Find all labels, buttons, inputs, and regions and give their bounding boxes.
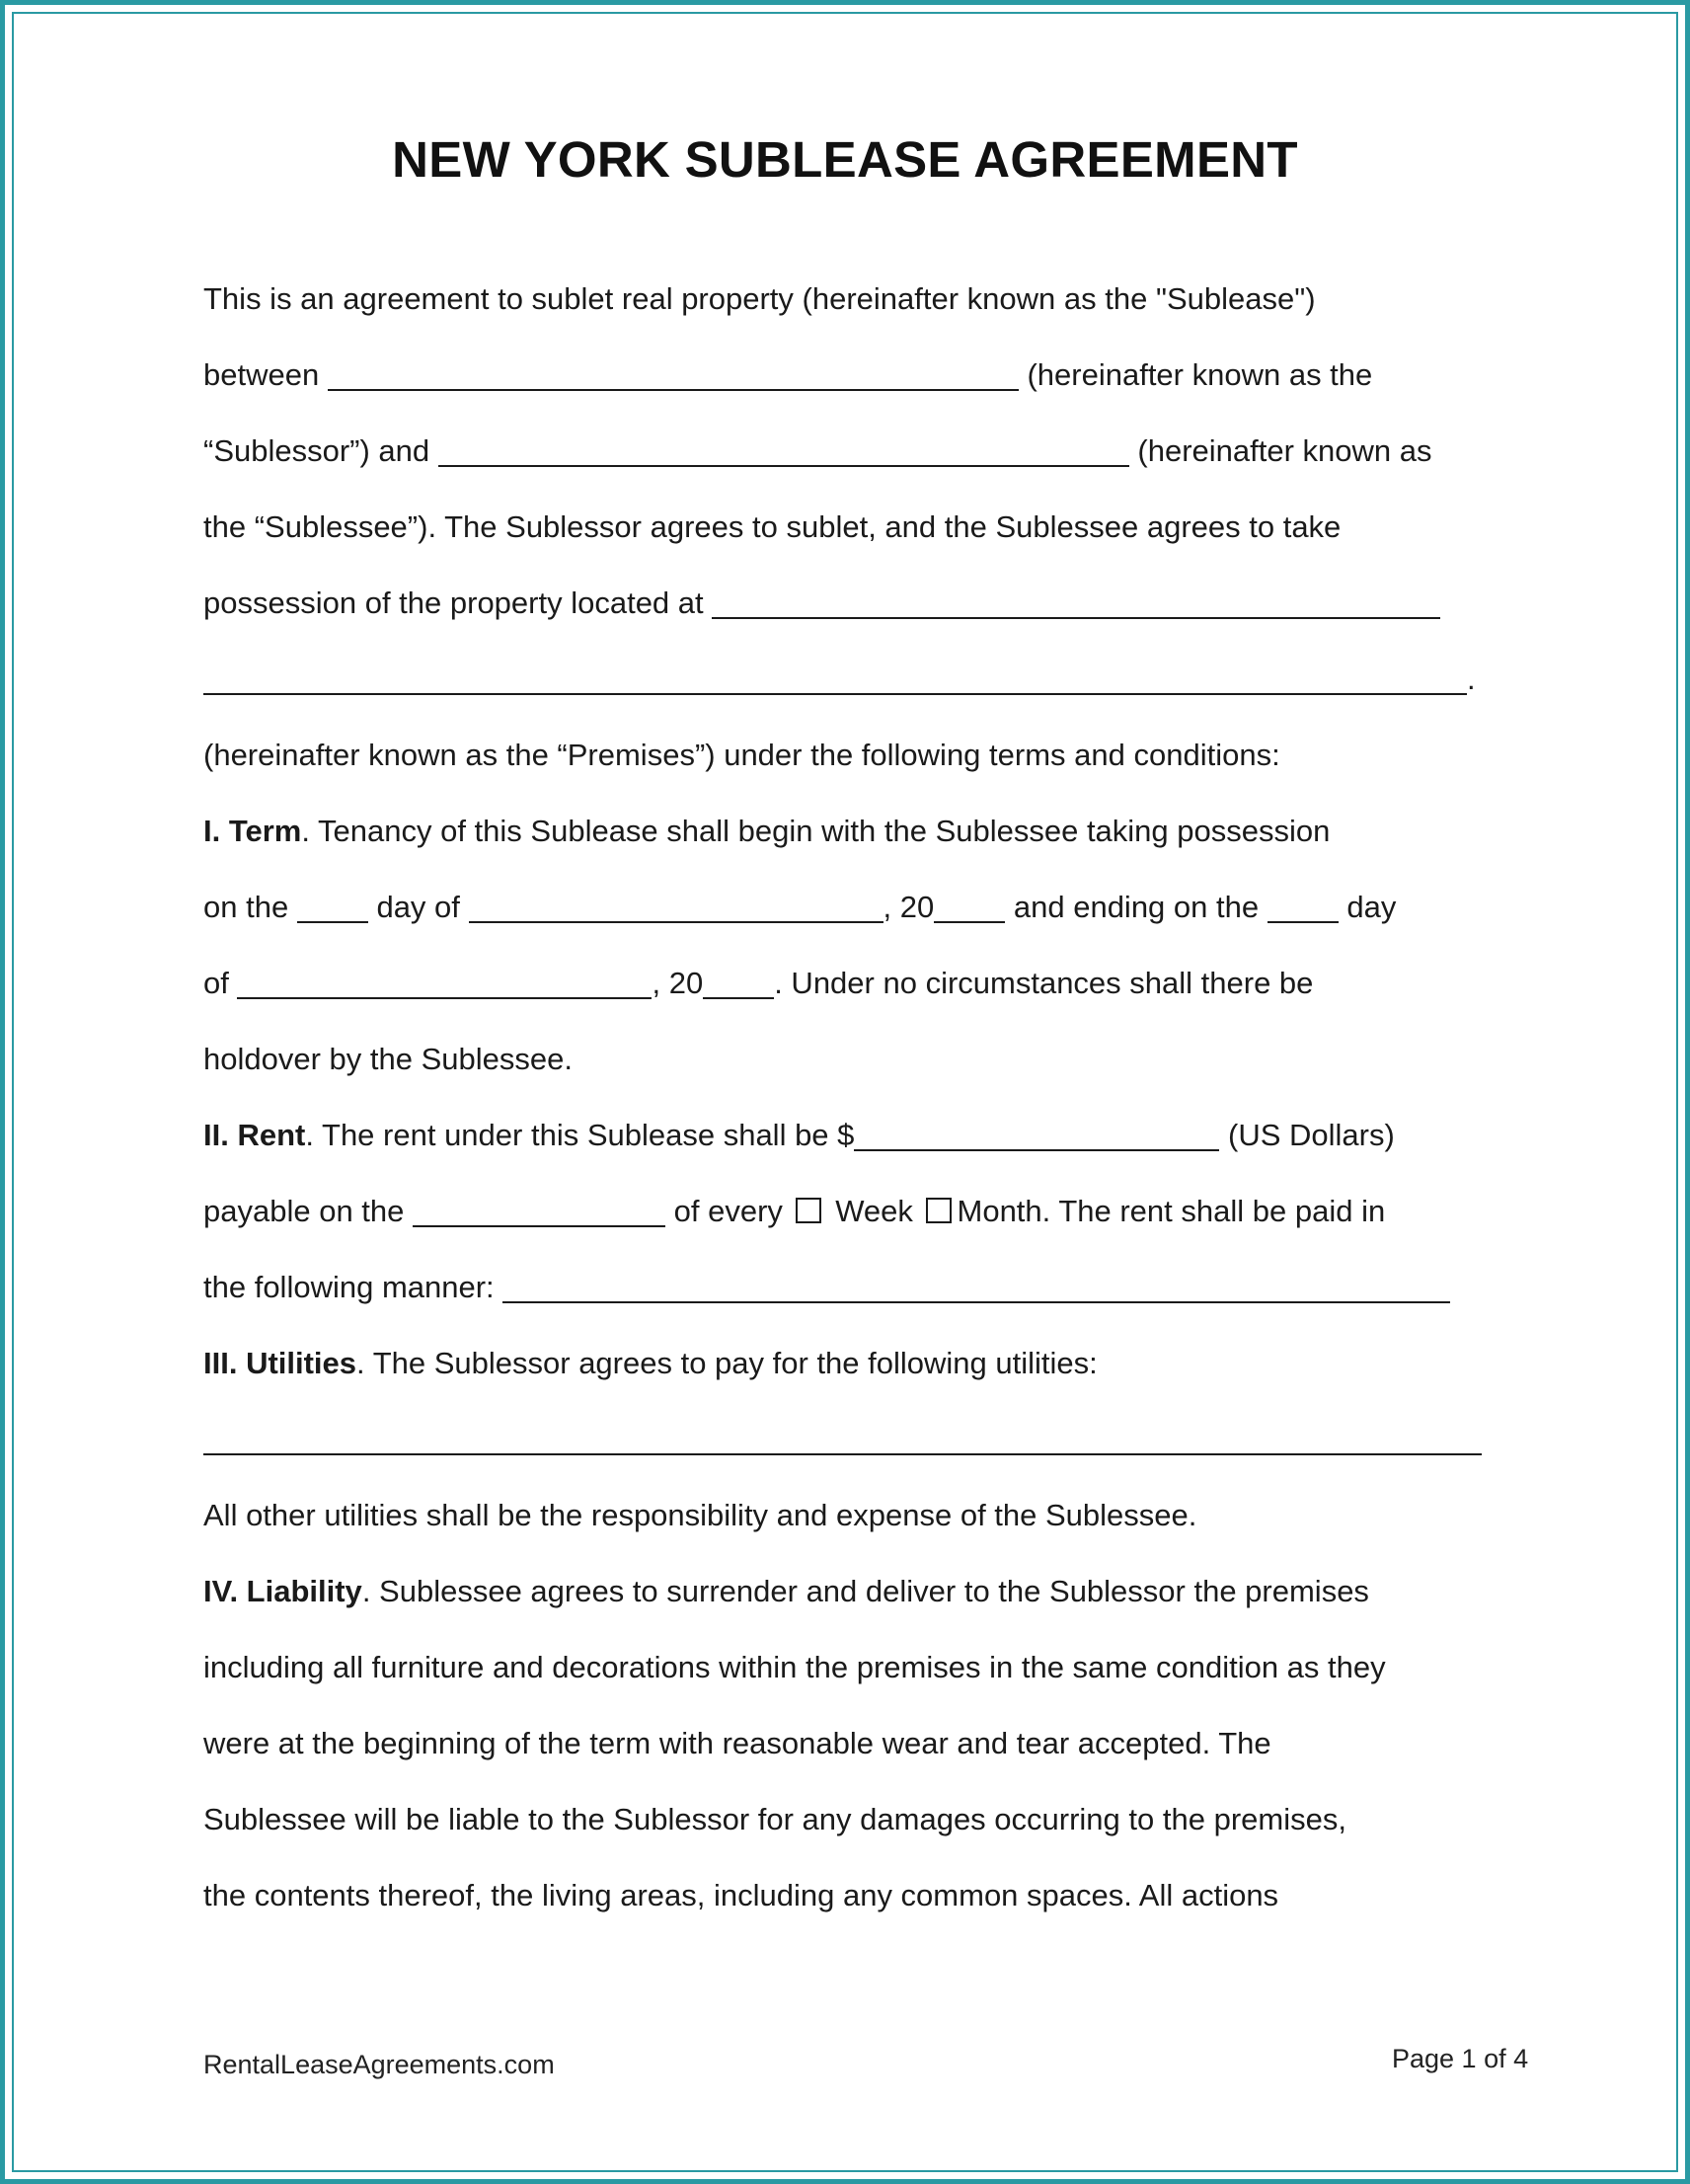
rent-text: payable on the [203,1194,405,1228]
start-year-field[interactable] [934,882,1005,923]
utilities-list-field[interactable] [203,1414,1482,1455]
utilities-line-2 [203,1412,1487,1488]
liability-text: were at the beginning of the term with reasonable wear and tear accepted. The [203,1726,1271,1760]
end-day-field[interactable] [1268,882,1339,923]
utilities-line-1 [203,1336,1487,1412]
rent-text: (US Dollars) [1228,1118,1395,1152]
page-number: Page 1 of 4 [1392,2044,1529,2073]
rent-text: of every [673,1194,783,1228]
intro-text: (hereinafter known as [1137,433,1432,468]
intro-text: the “Sublessee”). The Sublessor agrees to sublet, and the Sublessee agrees to take [203,509,1342,544]
intro-line-4 [203,500,1487,576]
liability-text: Sublessee will be liable to the Sublessor for any damages occurring to the premises, [203,1802,1346,1836]
term-text: , 20 [652,966,704,1000]
rent-due-field[interactable] [413,1186,665,1227]
property-address-field[interactable] [712,578,1440,619]
liability-line-5 [203,1868,1487,1944]
intro-text: (hereinafter known as the “Premises”) under the following terms and conditions: [203,738,1280,772]
rent-amount-field[interactable] [854,1110,1219,1151]
term-text: day of [376,890,460,924]
term-text: of [203,966,229,1000]
intro-text: This is an agreement to sublet real property (hereinafter known as the "Sublease") [203,281,1316,316]
term-text: on the [203,890,289,924]
intro-text: . [1467,662,1476,696]
sublessee-name-field[interactable] [438,426,1129,467]
month-checkbox[interactable] [926,1198,952,1223]
utilities-text: All other utilities shall be the responsibility and expense of the Sublessee. [203,1498,1197,1532]
sublessor-name-field[interactable] [328,350,1019,391]
term-text: holdover by the Sublessee. [203,1042,573,1076]
term-text: and ending on the [1013,890,1260,924]
intro-line-7 [203,728,1487,804]
start-month-field[interactable] [469,882,883,923]
term-text: . Under no circumstances shall there be [774,966,1314,1000]
rent-heading: II. Rent [203,1118,306,1152]
term-line-1 [203,804,1487,880]
term-heading: I. Term [203,814,302,848]
term-text: day [1346,890,1397,924]
property-address-field-2[interactable] [203,654,1467,695]
term-text: , 20 [883,890,935,924]
liability-heading: IV. Liability [203,1574,362,1608]
payment-method-field[interactable] [502,1262,1450,1303]
liability-text: . Sublessee agrees to surrender and deliver to the Sublessor the premises [361,1574,1369,1608]
week-checkbox[interactable] [796,1198,821,1223]
rent-text: the following manner: [203,1270,495,1304]
rent-text: . The rent under this Sublease shall be $ [305,1118,855,1152]
liability-line-3 [203,1716,1487,1792]
liability-line-4 [203,1792,1487,1868]
liability-text: the contents thereof, the living areas, including any common spaces. All actions [203,1878,1279,1912]
liability-text: including all furniture and decorations within the premises in the same condition as they [203,1650,1386,1684]
term-line-4 [203,1032,1487,1108]
utilities-heading: III. Utilities [203,1346,357,1380]
intro-text: possession of the property located at [203,585,704,620]
intro-line-2 [203,348,1487,424]
intro-line-5 [203,576,1487,652]
week-label: Week [835,1194,913,1228]
end-year-field[interactable] [703,958,774,999]
end-month-field[interactable] [237,958,652,999]
document-title: NEW YORK SUBLEASE AGREEMENT [392,131,1298,188]
rent-line-2 [203,1184,1487,1260]
utilities-line-3 [203,1488,1487,1564]
intro-text: between [203,357,320,392]
rent-text: Month. The rent shall be paid in [957,1194,1386,1228]
term-line-2 [203,880,1487,956]
intro-line-3 [203,424,1487,500]
intro-text: (hereinafter known as the [1027,357,1373,392]
intro-line-1 [203,272,1487,348]
term-line-3 [203,956,1487,1032]
term-text: . Tenancy of this Sublease shall begin with the Sublessee taking possession [301,814,1331,848]
rent-line-1 [203,1108,1487,1184]
rent-line-3 [203,1260,1487,1336]
footer-site: RentalLeaseAgreements.com [203,2050,555,2079]
liability-line-2 [203,1640,1487,1716]
intro-text: “Sublessor”) and [203,433,430,468]
liability-line-1 [203,1564,1487,1640]
utilities-text: . The Sublessor agrees to pay for the following utilities: [356,1346,1098,1380]
document-body [203,272,1487,1944]
start-day-field[interactable] [297,882,368,923]
intro-line-6 [203,652,1487,728]
